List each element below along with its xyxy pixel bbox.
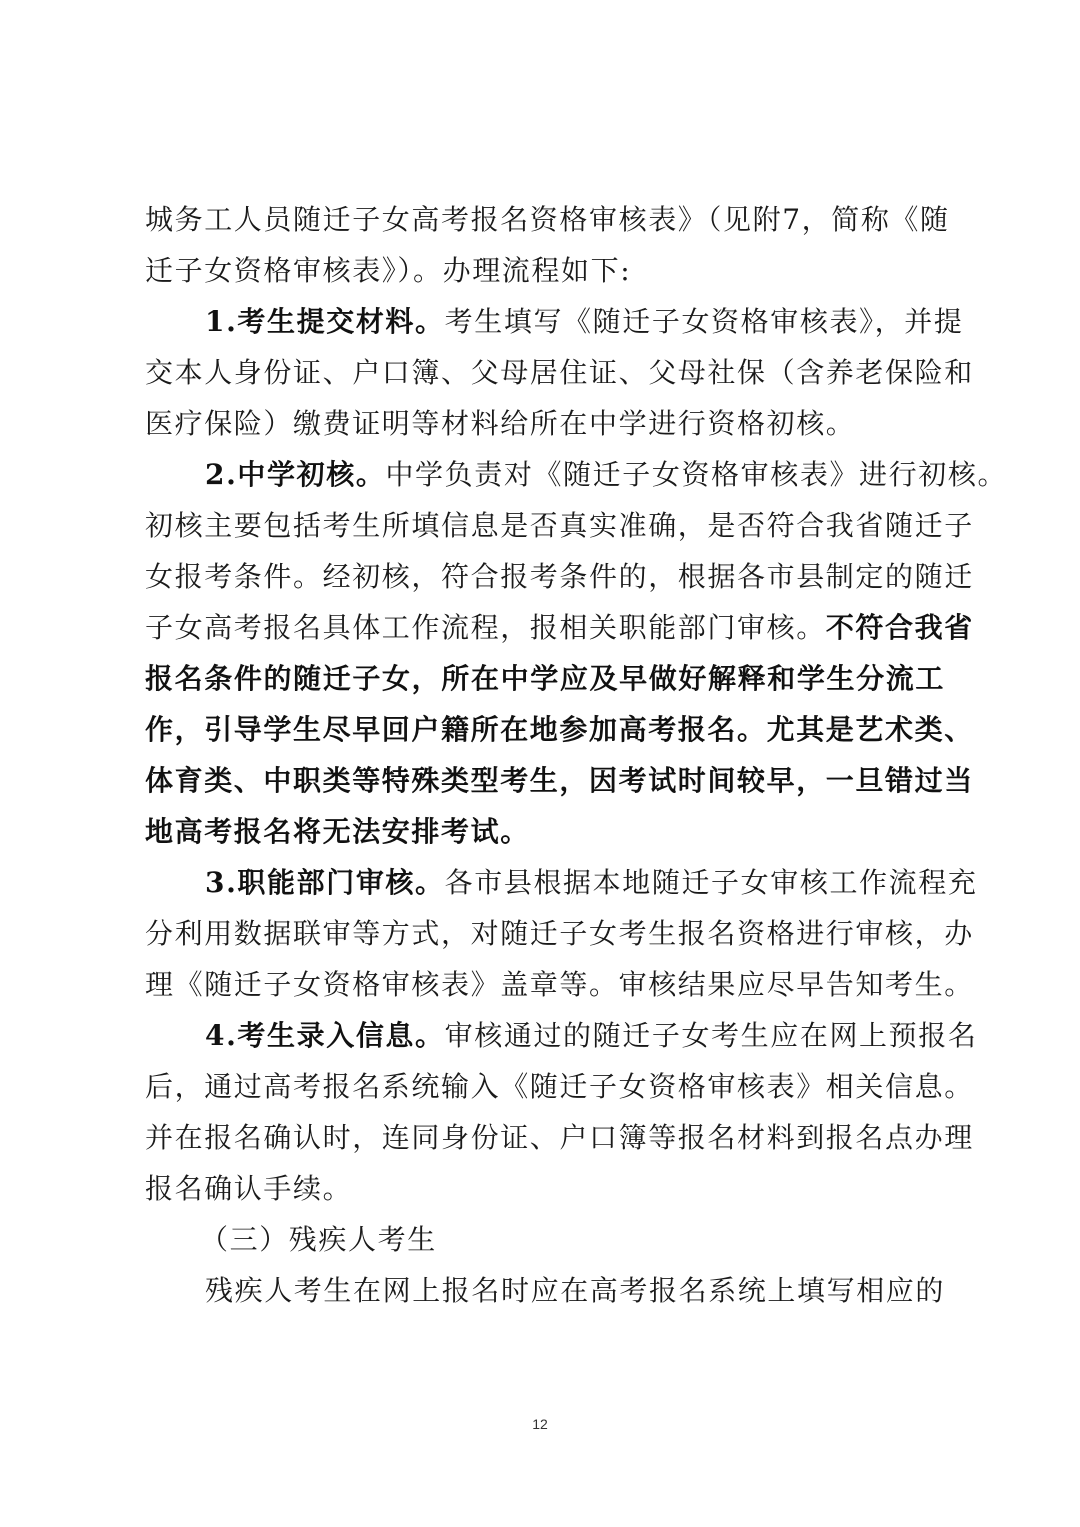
step-3-heading: 3.职能部门审核。: [205, 866, 445, 899]
step-4-heading: 4.考生录入信息。: [205, 1019, 445, 1052]
step-1-line-3: 医疗保险）缴费证明等材料给所在中学进行资格初核。: [145, 407, 856, 440]
step-3-line-3: 理《随迁子女资格审核表》盖章等。审核结果应尽早告知考生。: [145, 968, 974, 1001]
step-1-line-1: [205, 302, 964, 342]
step-2-line-8: 地高考报名将无法安排考试。: [145, 815, 530, 848]
section-3-title: （三）残疾人考生: [200, 1223, 437, 1256]
step-4-text: 审核通过的随迁子女考生应在网上预报名: [444, 1019, 978, 1052]
step-1-line-2: 交本人身份证、户口簿、父母居住证、父母社保（含养老保险和: [145, 356, 974, 389]
step-4-line-1: [205, 1016, 978, 1056]
step-4-line-4: 报名确认手续。: [145, 1172, 353, 1205]
step-2-line-4-bold: 不符合我省: [825, 611, 974, 644]
step-2-line-7: 体育类、中职类等特殊类型考生，因考试时间较早，一旦错过当: [145, 764, 974, 797]
intro-line-1: 城务工人员随迁子女高考报名资格审核表》（见附7，简称《随: [145, 203, 950, 236]
step-2-line-1: [205, 455, 1008, 495]
step-2-line-4: [145, 608, 974, 648]
step-2-line-5: 报名条件的随迁子女，所在中学应及早做好解释和学生分流工: [145, 662, 945, 695]
step-3-line-1: [205, 863, 978, 903]
step-2-text: 中学负责对《随迁子女资格审核表》进行初核。: [385, 458, 1008, 491]
section-3-line-1: 残疾人考生在网上报名时应在高考报名系统上填写相应的: [205, 1274, 946, 1307]
step-3-line-2: 分利用数据联审等方式，对随迁子女考生报名资格进行审核，办: [145, 917, 974, 950]
step-2-line-2: 初核主要包括考生所填信息是否真实准确，是否符合我省随迁子: [145, 509, 974, 542]
step-2-line-6: 作，引导学生尽早回户籍所在地参加高考报名。尤其是艺术类、: [145, 713, 974, 746]
step-1-heading: 1.考生提交材料。: [205, 305, 445, 338]
step-1-text: 考生填写《随迁子女资格审核表》，并提: [444, 305, 964, 338]
step-4-line-2: 后，通过高考报名系统输入《随迁子女资格审核表》相关信息。: [145, 1070, 974, 1103]
page-number: 12: [532, 1416, 548, 1432]
step-3-text: 各市县根据本地随迁子女审核工作流程充: [444, 866, 978, 899]
intro-line-2: 迁子女资格审核表》）。办理流程如下:: [145, 254, 632, 287]
step-4-line-3: 并在报名确认时，连同身份证、户口簿等报名材料到报名点办理: [145, 1121, 974, 1154]
step-2-line-3: 女报考条件。经初核，符合报考条件的，根据各市县制定的随迁: [145, 560, 974, 593]
step-2-heading: 2.中学初核。: [205, 458, 386, 491]
step-2-line-4-normal: 子女高考报名具体工作流程，报相关职能部门审核。: [145, 611, 826, 644]
